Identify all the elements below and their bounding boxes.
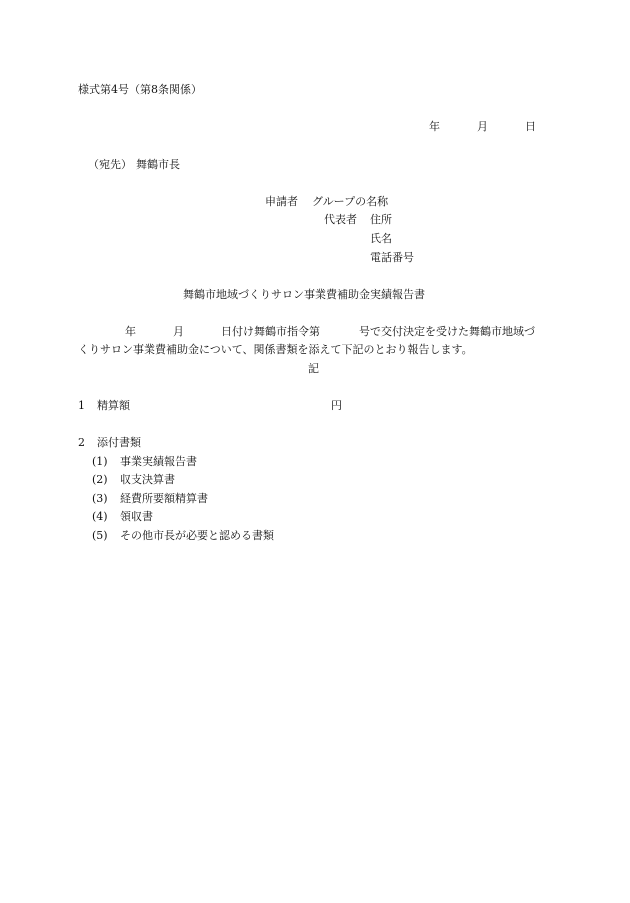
item-2-label: 添付書類 [97,436,141,449]
phone-label: 電話番号 [370,251,414,264]
attachment-text: 事業実績報告書 [120,455,197,468]
attachment-text: 領収書 [120,510,153,523]
body-date-reference: 日付け舞鶴市指令第 [221,325,320,338]
form-number: 様式第4号（第8条関係） [78,83,202,96]
item-2-number: 2 [78,436,85,449]
item-1-label: 精算額 [97,399,130,412]
attachment-number: (5) [92,529,108,542]
document-title: 舞鶴市地域づくりサロン事業費補助金実績報告書 [183,288,425,301]
body-line1-rest: 号で交付決定を受けた舞鶴市地域づ [359,325,535,338]
body-year-label: 年 [125,325,136,338]
item-1-unit: 円 [331,399,342,412]
attachment-number: (1) [92,455,108,468]
item-1-number: 1 [78,399,85,412]
date-day-label: 日 [525,120,536,133]
body-line2: くりサロン事業費補助金について、関係書類を添えて下記のとおり報告します。 [78,343,473,356]
attachment-text: 経費所要額精算書 [120,492,208,505]
address-label: 住所 [370,213,392,226]
addressee-label: （宛先） [88,158,132,171]
applicant-label: 申請者 [265,195,298,208]
group-name-label: グループの名称 [312,195,389,208]
date-year-label: 年 [429,120,440,133]
attachment-number: (4) [92,510,108,523]
representative-label: 代表者 [324,213,357,226]
ki-heading: 記 [308,362,319,375]
attachment-text: 収支決算書 [120,473,175,486]
attachment-text: その他市長が必要と認める書類 [120,529,274,542]
date-month-label: 月 [477,120,488,133]
addressee-name: 舞鶴市長 [136,158,180,171]
attachment-number: (2) [92,473,108,486]
body-month-label: 月 [173,325,184,338]
name-label: 氏名 [370,232,392,245]
attachment-number: (3) [92,492,108,505]
